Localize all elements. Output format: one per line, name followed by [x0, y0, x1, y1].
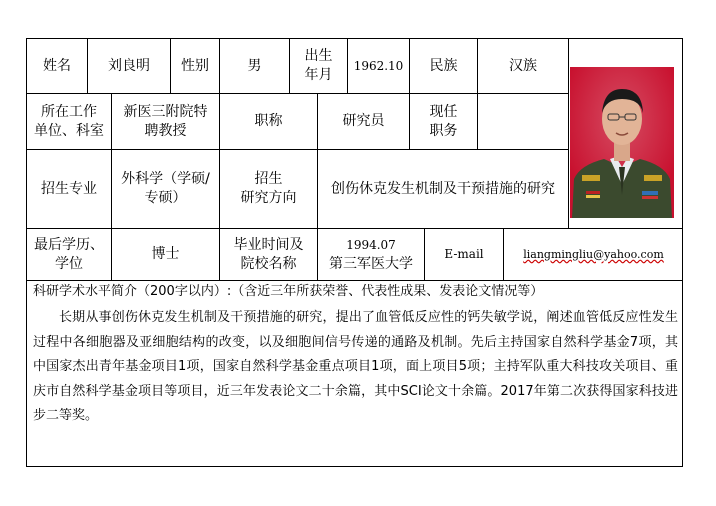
grad-value: [318, 229, 424, 280]
birth-value: 1962.10: [353, 58, 404, 73]
direction-value: 创伤休克发生机制及干预措施的研究: [331, 180, 555, 197]
email-label: E-mail: [444, 247, 484, 261]
birth-label: 出生 年月: [304, 48, 333, 83]
grad-label: 毕业时间及 院校名称: [233, 236, 304, 272]
email-link[interactable]: liangmingliu@yahoo.com: [523, 248, 664, 261]
position-value: [478, 94, 568, 149]
gender-value: 男: [247, 57, 262, 74]
email-value[interactable]: [504, 229, 683, 280]
profile-table: [26, 38, 683, 467]
workplace-label: 所在工作 单位、科室: [34, 103, 104, 139]
bio-title: 科研学术水平简介（200字以内）:（含近三年所获荣誉、代表性成果、发表论文情况等）: [33, 284, 544, 299]
major-label: 招生专业: [41, 180, 97, 197]
bio-body: 长期从事创伤休克发生机制及干预措施的研究，提出了血管低反应性的钙失敏学说，阐述血管低反应性发生过程中各细胞器及亚细胞结构的改变，以及细胞间信号传递的通路及机制。先后主持国家自然科学基金7项，其中国家杰出青年基金项目1项，国家自然科学基金重点项目1项，面上项目5项；主持军队重大科技攻关项目、重庆市自然科学基金项目等项目，近三年发表论文二十余篇，其中SCI论文十余篇。2017年第二次获得国家科技进步二等奖。: [33, 310, 678, 423]
direction-label: 招生 研究方向: [240, 171, 297, 206]
ethnicity-value: 汉族: [509, 57, 537, 74]
position-label: 现任 职务: [429, 103, 458, 139]
gender-label: 性别: [181, 57, 209, 74]
degree-value: 博士: [151, 246, 180, 262]
grad-school: 第三军医大学: [329, 255, 413, 272]
grad-year: 1994.07: [346, 237, 396, 252]
ethnicity-label: 民族: [429, 57, 458, 74]
portrait-image: [570, 67, 674, 218]
major-value: 外科学（学硕/ 专硕）: [121, 171, 210, 206]
title-label: 职称: [254, 113, 283, 129]
workplace-value: 新医三附院特 聘教授: [123, 103, 208, 139]
degree-label: 最后学历、 学位: [34, 236, 104, 272]
name-value: 刘良明: [108, 57, 150, 74]
title-value: 研究员: [342, 113, 385, 129]
name-label: 姓名: [43, 57, 71, 74]
portrait-photo: [570, 67, 674, 218]
